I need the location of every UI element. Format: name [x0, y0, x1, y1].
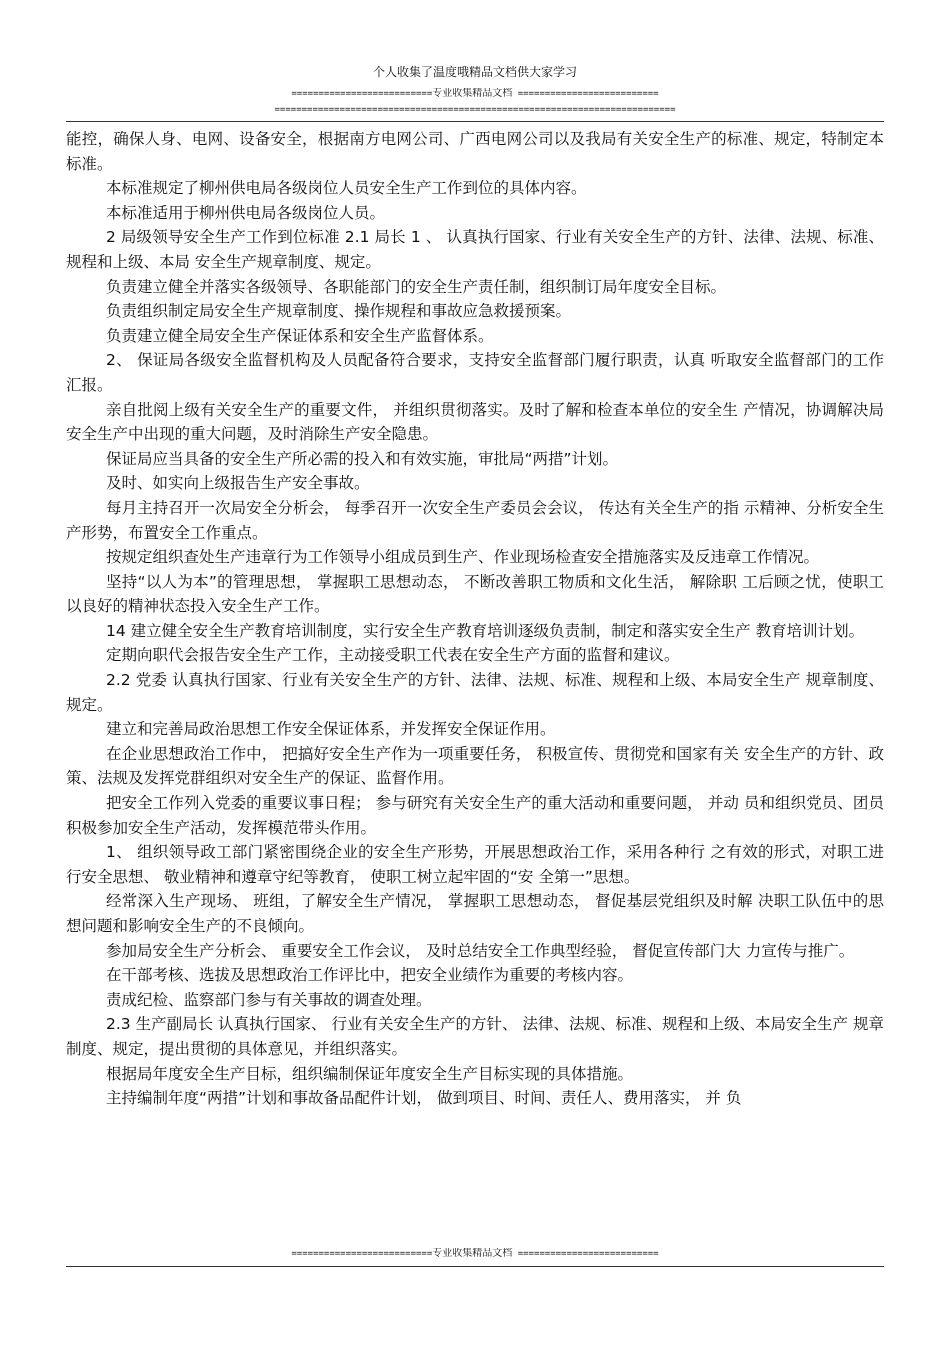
paragraph: 能控，确保人身、电网、设备安全，根据南方电网公司、广西电网公司以及我局有关安全生产的标准、规定，特制定本标准。 — [66, 130, 884, 173]
paragraph: 2 局级领导安全生产工作到位标准 2.1 局长 1 、 认真执行国家、行业有关安全生产的方针、法律、法规、标准、规程和上级、本局 安全生产规章制度、规定。 — [66, 228, 884, 271]
footer-separator-right: ========================== — [517, 1249, 659, 1259]
paragraph: 保证局应当具备的安全生产所必需的投入和有效实施，审批局“两措”计划。 — [106, 449, 619, 468]
paragraph: 负责建立健全并落实各级领导、各职能部门的安全生产责任制，组织制订局年度安全目标。 — [106, 277, 727, 296]
paragraph: 定期向职代会报告安全生产工作，主动接受职工代表在安全生产方面的监督和建议。 — [106, 646, 680, 665]
header-separator-label: 专业收集精品文档 — [432, 88, 513, 99]
paragraph: 根据局年度安全生产目标，组织编制保证年度安全生产目标实现的具体措施。 — [106, 1064, 634, 1083]
header-separator-left: ========================== — [291, 89, 433, 99]
paragraph: 亲自批阅上级有关安全生产的重要文件， 并组织贯彻落实。及时了解和检查本单位的安全生 产情况，协调解决局安全生产中出现的重大问题，及时消除生产安全隐患。 — [66, 400, 884, 444]
paragraph: 建立和完善局政治思想工作安全保证体系，并发挥安全保证作用。 — [106, 720, 556, 739]
document-body — [66, 127, 884, 1111]
header-separator-full: ========================================================================== — [274, 105, 676, 115]
document-header-title: 个人收集了温度哦精品文档供大家学习 — [372, 65, 577, 79]
paragraph: 本标准适用于柳州供电局各级岗位人员。 — [106, 203, 386, 222]
paragraph: 把安全工作列入党委的重要议事日程； 参与研究有关安全生产的重大活动和重要问题， 并动 员和组织党员、团员积极参加安全生产活动，发挥模范带头作用。 — [66, 794, 884, 837]
paragraph: 参加局安全生产分析会、 重要安全工作会议， 及时总结安全工作典型经验， 督促宣传部门大 力宣传与推广。 — [106, 941, 855, 960]
paragraph: 在干部考核、选拔及思想政治工作评比中，把安全业绩作为重要的考核内容。 — [106, 966, 634, 985]
paragraph: 主持编制年度“两措”计划和事故备品配件计划， 做到项目、时间、责任人、费用落实， 并 负 — [106, 1089, 742, 1108]
header-separator — [0, 88, 950, 100]
paragraph: 坚持“以人为本”的管理思想， 掌握职工思想动态， 不断改善职工物质和文化生活， 解除职 工后顾之忧，使职工以良好的精神状态投入安全生产工作。 — [66, 572, 884, 616]
paragraph: 2、 保证局各级安全监督机构及人员配备符合要求，支持安全监督部门履行职责，认真 听取安全监督部门的工作汇报。 — [66, 351, 884, 394]
footer-separator — [0, 1248, 950, 1260]
paragraph: 1、 组织领导政工部门紧密围绕企业的安全生产形势，开展思想政治工作，采用各种行 之有效的形式，对职工进行安全思想、 敬业精神和遵章守纪等教育， 使职工树立起牢固的“安 全第一”思想。 — [66, 843, 884, 886]
footer-separator-label: 专业收集精品文档 — [432, 1248, 513, 1259]
paragraph: 2.2 党委 认真执行国家、行业有关安全生产的方针、法律、法规、标准、规程和上级、本局安全生产 规章制度、规定。 — [66, 671, 884, 714]
paragraph: 负责组织制定局安全生产规章制度、操作规程和事故应急救援预案。 — [106, 302, 572, 321]
paragraph: 14 建立健全安全生产教育培训制度，实行安全生产教育培训逐级负责制，制定和落实安全生产 教育培训计划。 — [106, 621, 865, 640]
header-separator-right: ========================== — [517, 89, 659, 99]
footer-rule — [66, 1266, 884, 1267]
header-rule — [66, 121, 884, 122]
paragraph: 及时、如实向上级报告生产安全事故。 — [106, 474, 370, 493]
paragraph: 按规定组织查处生产违章行为工作领导小组成员到生产、作业现场检查安全措施落实及反违章工作情况。 — [106, 548, 820, 567]
footer-separator-left: ========================== — [291, 1249, 433, 1259]
paragraph: 每月主持召开一次局安全分析会， 每季召开一次安全生产委员会会议， 传达有关全生产的指 示精神、分析安全生产形势，布置安全工作重点。 — [66, 498, 884, 542]
paragraph: 本标准规定了柳州供电局各级岗位人员安全生产工作到位的具体内容。 — [106, 179, 587, 198]
paragraph: 责成纪检、监察部门参与有关事故的调查处理。 — [106, 990, 432, 1009]
paragraph: 经常深入生产现场、 班组，了解安全生产情况， 掌握职工思想动态， 督促基层党组织及时解 决职工队伍中的思想问题和影响安全生产的不良倾向。 — [66, 892, 884, 935]
paragraph: 负责建立健全局安全生产保证体系和安全生产监督体系。 — [106, 326, 494, 345]
paragraph: 2.3 生产副局长 认真执行国家、 行业有关安全生产的方针、 法律、法规、标准、规程和上级、本局安全生产 规章制度、规定，提出贯彻的具体意见，并组织落实。 — [66, 1015, 884, 1058]
paragraph: 在企业思想政治工作中， 把搞好安全生产作为一项重要任务， 积极宣传、贯彻党和国家有关 安全生产的方针、政策、法规及发挥党群组织对安全生产的保证、监督作用。 — [66, 744, 884, 788]
